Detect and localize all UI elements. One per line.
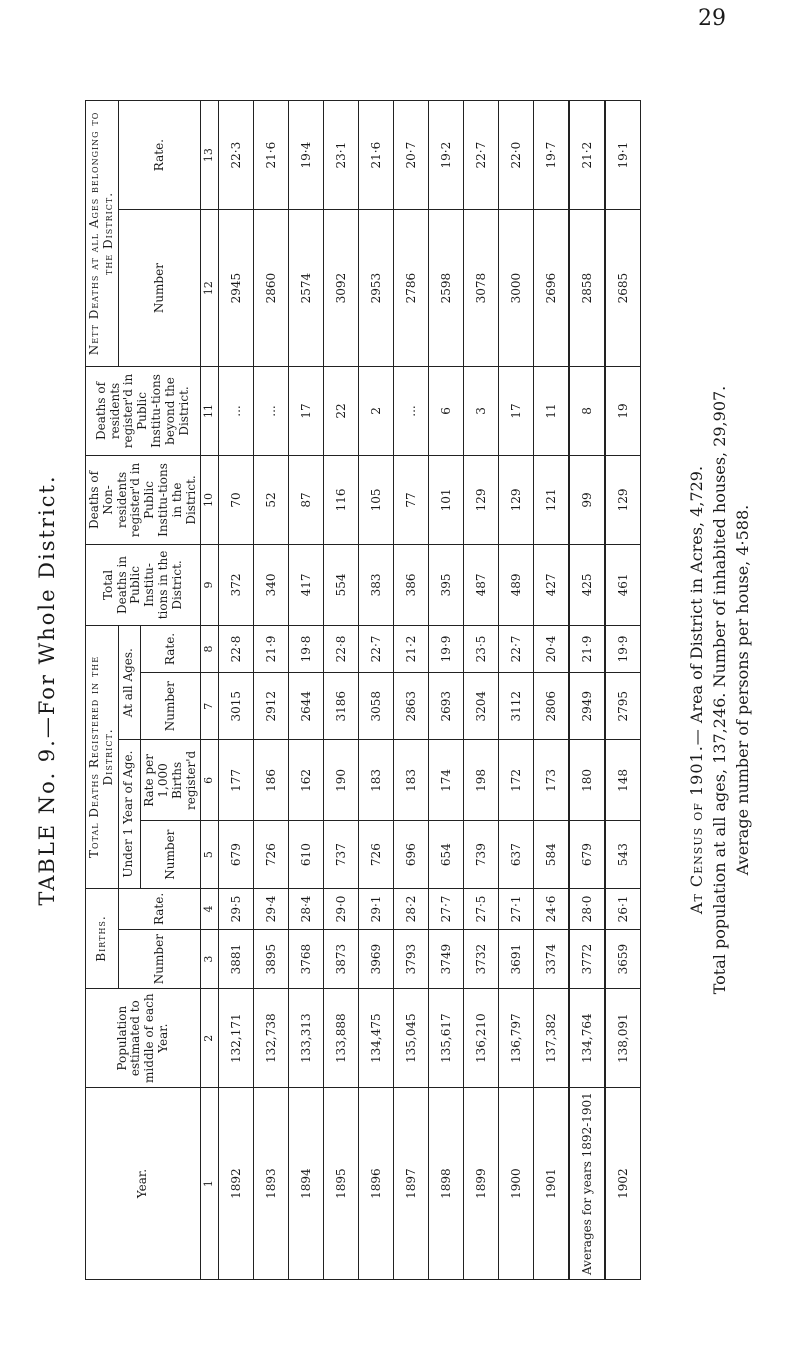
nett-deaths-number-cell: 2858 bbox=[569, 210, 605, 367]
births-rate-cell: 29·0 bbox=[324, 888, 359, 929]
rotated-page bbox=[35, 100, 795, 1280]
nett-death-rate-cell: 19·4 bbox=[289, 101, 324, 210]
infant-death-rate-cell: 190 bbox=[324, 740, 359, 821]
table-row bbox=[324, 101, 359, 1280]
nett-death-rate-cell: 21·2 bbox=[569, 101, 605, 210]
infant-death-rate-cell: 183 bbox=[359, 740, 394, 821]
deaths-all-ages-rate-cell: 22·8 bbox=[219, 625, 254, 672]
population-cell: 135,617 bbox=[429, 989, 464, 1088]
population-cell: 137,382 bbox=[534, 989, 570, 1088]
deaths-all-ages-rate-cell: 20·4 bbox=[534, 625, 570, 672]
year-cell: 1893 bbox=[254, 1088, 289, 1280]
footnote-prefix: At Census of 1901.— bbox=[687, 728, 706, 915]
nett-death-rate-cell: 19·1 bbox=[605, 101, 641, 210]
resident-deaths-beyond-cell: 2 bbox=[359, 366, 394, 455]
infant-deaths-number-cell: 637 bbox=[499, 821, 534, 888]
public-institution-deaths-cell: 395 bbox=[429, 544, 464, 625]
nett-death-rate-cell: 21·6 bbox=[254, 101, 289, 210]
nett-deaths-number-cell: 3092 bbox=[324, 210, 359, 367]
table-row bbox=[219, 101, 254, 1280]
column-number: 8 bbox=[201, 625, 219, 672]
footnote-area: Area of District in Acres, 4,729. bbox=[687, 465, 706, 724]
public-institution-deaths-cell: 487 bbox=[464, 544, 499, 625]
public-institution-deaths-cell: 386 bbox=[394, 544, 429, 625]
nett-death-rate-cell: 20·7 bbox=[394, 101, 429, 210]
infant-death-rate-cell: 162 bbox=[289, 740, 324, 821]
deaths-all-ages-rate-cell: 22·7 bbox=[359, 625, 394, 672]
births-rate-cell: 29·4 bbox=[254, 888, 289, 929]
infant-death-rate-cell: 148 bbox=[605, 740, 641, 821]
infant-death-rate-cell: 174 bbox=[429, 740, 464, 821]
year-cell: 1898 bbox=[429, 1088, 464, 1280]
footnote-line-1 bbox=[685, 100, 708, 1280]
year-cell: 1896 bbox=[359, 1088, 394, 1280]
resident-deaths-beyond-cell: 11 bbox=[534, 366, 570, 455]
column-number: 13 bbox=[201, 101, 219, 210]
column-number: 3 bbox=[201, 930, 219, 989]
births-number-cell: 3895 bbox=[254, 930, 289, 989]
nett-deaths-number-cell: 2598 bbox=[429, 210, 464, 367]
resident-deaths-beyond-cell: 22 bbox=[324, 366, 359, 455]
infant-deaths-number-cell: 679 bbox=[219, 821, 254, 888]
births-number-cell: 3969 bbox=[359, 930, 394, 989]
deaths-all-ages-number-cell: 2795 bbox=[605, 672, 641, 739]
deaths-all-ages-rate-cell: 22·7 bbox=[499, 625, 534, 672]
nett-deaths-number-cell: 2953 bbox=[359, 210, 394, 367]
nett-deaths-number-cell: 2685 bbox=[605, 210, 641, 367]
births-number-cell: 3374 bbox=[534, 930, 570, 989]
non-resident-deaths-cell: 116 bbox=[324, 455, 359, 544]
infant-deaths-number-cell: 726 bbox=[254, 821, 289, 888]
population-cell: 132,171 bbox=[219, 989, 254, 1088]
births-rate-cell: 27·5 bbox=[464, 888, 499, 929]
table-row bbox=[534, 101, 570, 1280]
non-resident-deaths-cell: 87 bbox=[289, 455, 324, 544]
table-row bbox=[429, 101, 464, 1280]
nett-deaths-number-cell: 2574 bbox=[289, 210, 324, 367]
footnote-line-2: Total population at all ages, 137,246. Number of inhabited houses, 29,907. bbox=[710, 385, 730, 995]
infant-deaths-number-cell: 584 bbox=[534, 821, 570, 888]
resident-deaths-beyond-cell: 8 bbox=[569, 366, 605, 455]
infant-death-rate-cell: 180 bbox=[569, 740, 605, 821]
header-all-rate: Rate. bbox=[141, 625, 201, 672]
deaths-all-ages-rate-cell: 21·2 bbox=[394, 625, 429, 672]
year-cell: 1902 bbox=[605, 1088, 641, 1280]
births-number-cell: 3659 bbox=[605, 930, 641, 989]
header-all-number: Number bbox=[141, 672, 201, 739]
births-rate-cell: 24·6 bbox=[534, 888, 570, 929]
deaths-all-ages-rate-cell: 21·9 bbox=[569, 625, 605, 672]
non-resident-deaths-cell: 70 bbox=[219, 455, 254, 544]
table-row bbox=[254, 101, 289, 1280]
public-institution-deaths-cell: 372 bbox=[219, 544, 254, 625]
table-row bbox=[359, 101, 394, 1280]
resident-deaths-beyond-cell: 17 bbox=[499, 366, 534, 455]
nett-deaths-number-cell: 2945 bbox=[219, 210, 254, 367]
infant-death-rate-cell: 198 bbox=[464, 740, 499, 821]
nett-death-rate-cell: 23·1 bbox=[324, 101, 359, 210]
header-infant-rate: Rate per 1,000 Births register'd bbox=[141, 740, 201, 821]
column-number: 6 bbox=[201, 740, 219, 821]
infant-deaths-number-cell: 726 bbox=[359, 821, 394, 888]
deaths-all-ages-number-cell: 2863 bbox=[394, 672, 429, 739]
year-cell: 1892 bbox=[219, 1088, 254, 1280]
header-births: Births. bbox=[86, 888, 119, 988]
header-under-1-year: Under 1 Year of Age. bbox=[118, 740, 141, 888]
population-cell: 133,313 bbox=[289, 989, 324, 1088]
population-cell: 132,738 bbox=[254, 989, 289, 1088]
non-resident-deaths-cell: 129 bbox=[499, 455, 534, 544]
deaths-all-ages-rate-cell: 22·8 bbox=[324, 625, 359, 672]
infant-deaths-number-cell: 737 bbox=[324, 821, 359, 888]
nett-death-rate-cell: 21·6 bbox=[359, 101, 394, 210]
year-cell: Averages for years 1892-1901 bbox=[569, 1088, 605, 1280]
deaths-all-ages-number-cell: 2912 bbox=[254, 672, 289, 739]
deaths-all-ages-rate-cell: 19·9 bbox=[429, 625, 464, 672]
deaths-all-ages-number-cell: 2644 bbox=[289, 672, 324, 739]
deaths-all-ages-rate-cell: 23·5 bbox=[464, 625, 499, 672]
header-nett-number: Number bbox=[118, 210, 201, 367]
table-row bbox=[499, 101, 534, 1280]
nett-death-rate-cell: 22·7 bbox=[464, 101, 499, 210]
births-number-cell: 3881 bbox=[219, 930, 254, 989]
nett-death-rate-cell: 19·2 bbox=[429, 101, 464, 210]
population-cell: 134,764 bbox=[569, 989, 605, 1088]
public-institution-deaths-cell: 425 bbox=[569, 544, 605, 625]
header-nett-deaths: Nett Deaths at all Ages belonging to the District. bbox=[86, 101, 119, 367]
population-cell: 133,888 bbox=[324, 989, 359, 1088]
births-number-cell: 3749 bbox=[429, 930, 464, 989]
nett-deaths-number-cell: 3000 bbox=[499, 210, 534, 367]
deaths-all-ages-number-cell: 3186 bbox=[324, 672, 359, 739]
deaths-all-ages-number-cell: 3015 bbox=[219, 672, 254, 739]
births-number-cell: 3772 bbox=[569, 930, 605, 989]
column-number: 11 bbox=[201, 366, 219, 455]
table-row bbox=[605, 101, 641, 1280]
births-rate-cell: 28·4 bbox=[289, 888, 324, 929]
infant-death-rate-cell: 172 bbox=[499, 740, 534, 821]
births-number-cell: 3732 bbox=[464, 930, 499, 989]
deaths-all-ages-number-cell: 2806 bbox=[534, 672, 570, 739]
table-row bbox=[394, 101, 429, 1280]
nett-deaths-number-cell: 2786 bbox=[394, 210, 429, 367]
births-rate-cell: 26·1 bbox=[605, 888, 641, 929]
year-cell: 1901 bbox=[534, 1088, 570, 1280]
infant-deaths-number-cell: 654 bbox=[429, 821, 464, 888]
infant-deaths-number-cell: 543 bbox=[605, 821, 641, 888]
deaths-all-ages-number-cell: 3204 bbox=[464, 672, 499, 739]
births-rate-cell: 29·1 bbox=[359, 888, 394, 929]
infant-deaths-number-cell: 739 bbox=[464, 821, 499, 888]
deaths-all-ages-number-cell: 3058 bbox=[359, 672, 394, 739]
nett-death-rate-cell: 19·7 bbox=[534, 101, 570, 210]
deaths-all-ages-rate-cell: 19·8 bbox=[289, 625, 324, 672]
deaths-all-ages-rate-cell: 19·9 bbox=[605, 625, 641, 672]
column-number: 7 bbox=[201, 672, 219, 739]
header-at-all-ages: At all Ages. bbox=[118, 625, 141, 739]
births-rate-cell: 28·0 bbox=[569, 888, 605, 929]
infant-death-rate-cell: 183 bbox=[394, 740, 429, 821]
births-rate-cell: 27·1 bbox=[499, 888, 534, 929]
header-infant-number: Number bbox=[141, 821, 201, 888]
column-number: 12 bbox=[201, 210, 219, 367]
births-rate-cell: 29·5 bbox=[219, 888, 254, 929]
nett-deaths-number-cell: 2860 bbox=[254, 210, 289, 367]
population-cell: 134,475 bbox=[359, 989, 394, 1088]
year-cell: 1895 bbox=[324, 1088, 359, 1280]
header-total-deaths-registered: Total Deaths Registered in the District. bbox=[86, 625, 119, 888]
resident-deaths-beyond-cell: ... bbox=[394, 366, 429, 455]
resident-deaths-beyond-cell: 17 bbox=[289, 366, 324, 455]
non-resident-deaths-cell: 101 bbox=[429, 455, 464, 544]
table-body bbox=[219, 101, 641, 1280]
births-number-cell: 3793 bbox=[394, 930, 429, 989]
column-number: 2 bbox=[201, 989, 219, 1088]
population-cell: 138,091 bbox=[605, 989, 641, 1088]
resident-deaths-beyond-cell: 19 bbox=[605, 366, 641, 455]
infant-death-rate-cell: 173 bbox=[534, 740, 570, 821]
table-row bbox=[569, 101, 605, 1280]
public-institution-deaths-cell: 427 bbox=[534, 544, 570, 625]
column-number: 10 bbox=[201, 455, 219, 544]
non-resident-deaths-cell: 99 bbox=[569, 455, 605, 544]
infant-deaths-number-cell: 610 bbox=[289, 821, 324, 888]
public-institution-deaths-cell: 417 bbox=[289, 544, 324, 625]
population-cell: 135,045 bbox=[394, 989, 429, 1088]
column-number: 4 bbox=[201, 888, 219, 929]
non-resident-deaths-cell: 105 bbox=[359, 455, 394, 544]
header-deaths-residents-beyond: Deaths of residents register'd in Public Institu-tions beyond the District. bbox=[86, 366, 201, 455]
non-resident-deaths-cell: 52 bbox=[254, 455, 289, 544]
infant-death-rate-cell: 186 bbox=[254, 740, 289, 821]
deaths-all-ages-number-cell: 2693 bbox=[429, 672, 464, 739]
page-number: 29 bbox=[698, 6, 726, 31]
deaths-all-ages-number-cell: 2949 bbox=[569, 672, 605, 739]
nett-death-rate-cell: 22·3 bbox=[219, 101, 254, 210]
header-births-number: Number bbox=[118, 930, 201, 989]
non-resident-deaths-cell: 129 bbox=[605, 455, 641, 544]
column-number: 5 bbox=[201, 821, 219, 888]
table-row bbox=[464, 101, 499, 1280]
births-rate-cell: 27·7 bbox=[429, 888, 464, 929]
infant-deaths-number-cell: 679 bbox=[569, 821, 605, 888]
non-resident-deaths-cell: 77 bbox=[394, 455, 429, 544]
births-rate-cell: 28·2 bbox=[394, 888, 429, 929]
nett-deaths-number-cell: 2696 bbox=[534, 210, 570, 367]
nett-deaths-number-cell: 3078 bbox=[464, 210, 499, 367]
resident-deaths-beyond-cell: 3 bbox=[464, 366, 499, 455]
non-resident-deaths-cell: 121 bbox=[534, 455, 570, 544]
year-cell: 1899 bbox=[464, 1088, 499, 1280]
deaths-all-ages-number-cell: 3112 bbox=[499, 672, 534, 739]
header-total-deaths-public-institutions: Total Deaths in Public Institu-tions in the District. bbox=[86, 544, 201, 625]
public-institution-deaths-cell: 383 bbox=[359, 544, 394, 625]
births-number-cell: 3691 bbox=[499, 930, 534, 989]
table-title: TABLE No. 9.—For Whole District. bbox=[35, 474, 59, 906]
nett-death-rate-cell: 22·0 bbox=[499, 101, 534, 210]
year-cell: 1897 bbox=[394, 1088, 429, 1280]
header-deaths-non-residents: Deaths of Non-residents register'd in Public Institu-tions in the District. bbox=[86, 455, 201, 544]
header-nett-rate: Rate. bbox=[118, 101, 201, 210]
year-cell: 1900 bbox=[499, 1088, 534, 1280]
population-cell: 136,210 bbox=[464, 989, 499, 1088]
deaths-all-ages-rate-cell: 21·9 bbox=[254, 625, 289, 672]
column-number: 9 bbox=[201, 544, 219, 625]
births-number-cell: 3873 bbox=[324, 930, 359, 989]
infant-death-rate-cell: 177 bbox=[219, 740, 254, 821]
table-row bbox=[289, 101, 324, 1280]
non-resident-deaths-cell: 129 bbox=[464, 455, 499, 544]
public-institution-deaths-cell: 461 bbox=[605, 544, 641, 625]
resident-deaths-beyond-cell: 6 bbox=[429, 366, 464, 455]
header-population: Population estimated to middle of each Year. bbox=[86, 989, 201, 1088]
public-institution-deaths-cell: 489 bbox=[499, 544, 534, 625]
births-number-cell: 3768 bbox=[289, 930, 324, 989]
public-institution-deaths-cell: 554 bbox=[324, 544, 359, 625]
resident-deaths-beyond-cell: ... bbox=[254, 366, 289, 455]
year-cell: 1894 bbox=[289, 1088, 324, 1280]
resident-deaths-beyond-cell: ... bbox=[219, 366, 254, 455]
header-births-rate: Rate. bbox=[118, 888, 201, 929]
header-year: Year. bbox=[86, 1088, 201, 1280]
infant-deaths-number-cell: 696 bbox=[394, 821, 429, 888]
population-cell: 136,797 bbox=[499, 989, 534, 1088]
footnote-line-3: Average number of persons per house, 4·588. bbox=[733, 504, 753, 876]
census-footnotes bbox=[685, 100, 755, 1280]
column-number: 1 bbox=[201, 1088, 219, 1280]
statistics-table bbox=[85, 100, 641, 1280]
public-institution-deaths-cell: 340 bbox=[254, 544, 289, 625]
column-number-row bbox=[201, 101, 219, 1280]
